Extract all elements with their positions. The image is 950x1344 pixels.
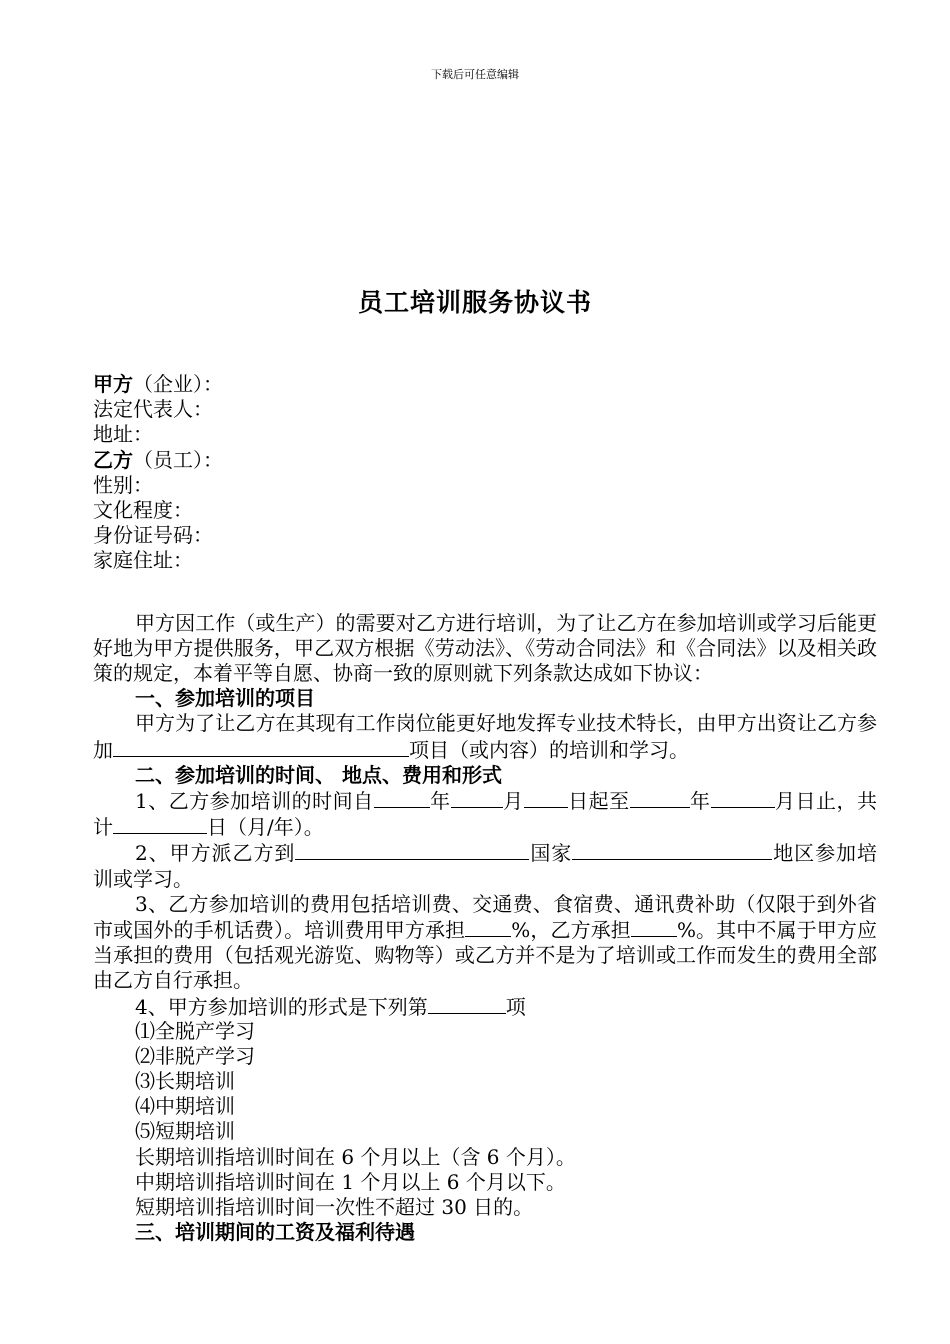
end-month-blank[interactable] bbox=[711, 788, 775, 808]
s1-text-a: 甲方为了让乙方在其现有工作岗位能更好地发挥专业技术特长，由甲方出资让乙方参加 bbox=[93, 711, 877, 762]
party-b-line bbox=[93, 448, 877, 473]
option-item: ⑶长期培训 bbox=[135, 1069, 235, 1094]
c21-h: 日（月/年）。 bbox=[207, 815, 324, 840]
gender-line: 性别： bbox=[93, 472, 153, 497]
c21-f: 月 bbox=[774, 788, 796, 813]
c21-c: 月 bbox=[502, 788, 524, 813]
c23-a: 3、乙方参加培训的费用包括培训费、交通费、食宿费、通讯费补助（仅限于到外省市或国外的手机话费）。培训费用甲方承担 bbox=[93, 891, 877, 942]
education-line: 文化程度： bbox=[93, 497, 193, 522]
c23-b: %，乙方承担 bbox=[511, 917, 631, 942]
section-2-heading: 二、参加培训的时间、 地点、费用和形式 bbox=[135, 762, 502, 787]
option-item: ⑸短期培训 bbox=[135, 1119, 235, 1144]
c24-b: 项 bbox=[505, 994, 526, 1019]
s1-text-b: 项目（或内容）的培训和学习。 bbox=[409, 737, 689, 762]
end-year-blank[interactable] bbox=[630, 788, 690, 808]
party-b-share-blank[interactable] bbox=[631, 917, 677, 937]
address-line: 地址： bbox=[93, 422, 153, 447]
clause-2-4 bbox=[93, 994, 877, 1019]
c23-c: %。其中不属于甲方应当承担的费用（包括观光游览、购物等）或乙方并不是为了培训或工作而发生的费用全部由乙方自行承担。 bbox=[93, 917, 877, 993]
home-address-line: 家庭住址： bbox=[93, 548, 193, 573]
id-number-line: 身份证号码： bbox=[93, 523, 213, 548]
party-b-suffix: （员工）： bbox=[133, 447, 223, 472]
section-3-heading: 三、培训期间的工资及福利待遇 bbox=[135, 1220, 415, 1245]
note-item: 长期培训指培训时间在 6 个月以上（含 6 个月）。 bbox=[135, 1144, 576, 1169]
party-b-label: 乙方 bbox=[93, 447, 133, 472]
c22-b: 国家 bbox=[529, 841, 573, 866]
c21-d: 日起至 bbox=[567, 788, 630, 813]
c22-a: 2、甲方派乙方到 bbox=[135, 841, 296, 866]
clause-2-2 bbox=[93, 840, 877, 891]
legal-rep-line: 法定代表人： bbox=[93, 397, 213, 422]
start-month-blank[interactable] bbox=[451, 788, 503, 808]
start-year-blank[interactable] bbox=[374, 788, 430, 808]
c21-b: 年 bbox=[429, 788, 451, 813]
party-a-share-blank[interactable] bbox=[465, 917, 511, 937]
country-blank[interactable] bbox=[295, 840, 529, 860]
party-a-label: 甲方 bbox=[93, 372, 133, 396]
document-title: 员工培训服务协议书 bbox=[357, 288, 592, 317]
total-duration-blank[interactable] bbox=[113, 814, 207, 834]
start-day-blank[interactable] bbox=[524, 788, 568, 808]
spacer bbox=[93, 574, 877, 611]
intro-paragraph: 甲方因工作（或生产）的需要对乙方进行培训，为了让乙方在参加培训或学习后能更好地为甲方提供服务，甲乙双方根据《劳动法》、《劳动合同法》和《合同法》以及相关政策的规定，本着平等自愿、协商一致的原则就下列条款达成如下协议： bbox=[93, 610, 877, 685]
project-blank[interactable] bbox=[113, 737, 409, 757]
note-item: 短期培训指培训时间一次性不超过 30 日的。 bbox=[135, 1195, 534, 1220]
document-body bbox=[93, 372, 877, 1245]
c21-e: 年 bbox=[689, 788, 711, 813]
clause-2-1 bbox=[93, 788, 877, 840]
clause-2-3 bbox=[93, 892, 877, 994]
party-a-line bbox=[93, 372, 877, 397]
c24-a: 4、甲方参加培训的形式是下列第 bbox=[135, 994, 428, 1019]
c21-a: 1、乙方参加培训的时间自 bbox=[135, 788, 374, 813]
note-item: 中期培训指培训时间在 1 个月以上 6 个月以下。 bbox=[135, 1169, 566, 1194]
option-item: ⑴全脱产学习 bbox=[135, 1018, 255, 1043]
training-form-blank[interactable] bbox=[428, 994, 506, 1014]
section-1-heading: 一、参加培训的项目 bbox=[135, 686, 315, 711]
region-blank[interactable] bbox=[572, 840, 772, 860]
party-a-suffix: （企业）： bbox=[133, 372, 223, 396]
section-1-paragraph bbox=[93, 711, 877, 762]
c21-g: 日止，共计 bbox=[93, 788, 878, 840]
c22-c: 地区参加培训或学习。 bbox=[93, 841, 878, 891]
option-item: ⑷中期培训 bbox=[135, 1094, 235, 1119]
page-header: 下载后可任意编辑 bbox=[431, 68, 519, 81]
option-item: ⑵非脱产学习 bbox=[135, 1043, 255, 1068]
